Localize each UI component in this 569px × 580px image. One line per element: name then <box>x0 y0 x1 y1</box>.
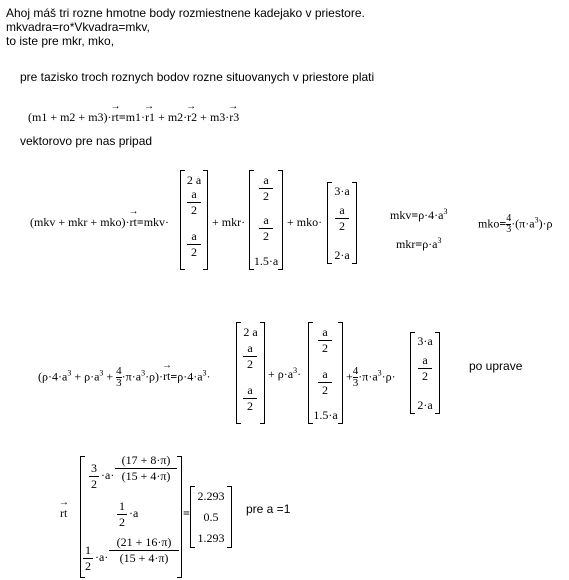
note-pre-a: pre a =1 <box>246 502 291 516</box>
statement-text: pre tazisko troch roznych bodov rozne situovanych v priestore plati <box>20 70 375 84</box>
eq1-rt-vector: → rt <box>112 110 119 125</box>
result-rt: → rt <box>60 506 67 521</box>
eq3-matrix-1: 2 a a 2 a 2 <box>236 322 265 424</box>
intro-line-1: Ahoj máš tri rozne hmotne body rozmiestnene kadejako v priestore. <box>6 6 365 20</box>
eq2-m3-r2: a 2 <box>335 204 349 233</box>
eq2-m1-r1: 2 a <box>186 173 202 187</box>
eq3-matrix-3: 3·a a 2 2·a <box>410 332 440 414</box>
result-value-x: 2.293 <box>197 489 225 503</box>
eq1-term1: m1· <box>125 110 146 124</box>
result-matrix-symbolic: 3 2 ·a· (17 + 8·π) (15 + 4·π) 1 2 ·a 1 2 ·a· (21 + 16·π) (15 + 4·π) <box>80 456 182 578</box>
result-value-y: 0.5 <box>203 510 219 524</box>
eq2-mkv: mkv· <box>143 215 170 229</box>
intro-line-3: to iste pre mkr, mko, <box>6 34 115 48</box>
eq2-matrix-mkv <box>180 170 208 270</box>
eq3-rt-vector: → rt <box>163 369 170 384</box>
eq3-matrix-2: a 2 a 2 1.5·a <box>308 322 343 424</box>
eq3-term2: + $\rho\cdot a^3\cdot$ <box>268 366 302 381</box>
result-value-z: 1.293 <box>197 531 225 545</box>
eq1-term3: + m3· <box>197 110 230 124</box>
eq2-matrix-mko <box>327 182 357 264</box>
eq2-m2-r2: a 2 <box>259 214 273 243</box>
equation-centroid-general <box>28 110 239 125</box>
eq3-term3: + $\frac{4}{3}$ $\cdot\pi\cdot a^3\cdot\rho\cdot$ <box>346 365 396 389</box>
eq2-matrix-mkr <box>249 170 283 270</box>
eq2-lhs: (mkv + mkr + mko)· <box>30 215 130 229</box>
eq2-plus-mko: + mko· <box>287 215 323 229</box>
eq1-equals: = <box>118 110 126 124</box>
eq2-plus-mkr: + mkr· <box>212 215 246 229</box>
eq1-lhs: (m1 + m2 + m3)· <box>28 110 112 124</box>
eq1-r2-vector: → r2 <box>187 110 197 125</box>
result-matrix-numeric <box>190 486 232 548</box>
eq1-r1-vector: → r1 <box>145 110 155 125</box>
eq2-m2-r1: a 2 <box>259 174 273 203</box>
eq2-equals: = <box>136 215 144 229</box>
result-equals: = <box>183 506 190 520</box>
eq2-m3-r1: 3·a <box>334 184 350 198</box>
def-mkr: $mkr=\rho\cdot a^3$ <box>396 236 442 251</box>
eq2-m3-r3: 2·a <box>334 248 350 262</box>
note-po-uprave: po uprave <box>469 359 523 373</box>
eq3-left: ($\rho\cdot 4\cdot a^3 + \rho\cdot a^3$ + $\frac{4}{3}$ $\cdot\pi\cdot a^3\cdot\rho)\cdot\to rt=\rho\cdot 4\cdot a^3\cdot$ <box>38 366 211 389</box>
def-mko: mko= $\frac{4}{3}$ $\cdot(\pi\cdot a^3)\cdot\rho$ <box>478 213 553 235</box>
eq2-m1-r3: a 2 <box>187 230 201 259</box>
eq1-r3-vector: → r3 <box>229 110 239 125</box>
def-mkv: $mkv=\rho\cdot 4\cdot a^3$ <box>390 207 448 222</box>
eq1-term2: + m2· <box>155 110 188 124</box>
intro-line-2: mkvadra=ro*Vkvadra=mkv, <box>6 20 150 34</box>
eq2-m1-r2: a 2 <box>187 188 201 217</box>
eq2-m2-r3: 1.5·a <box>253 254 279 268</box>
eq2-left <box>30 215 169 230</box>
case-label: vektorovo pre nas pripad <box>20 134 153 148</box>
eq2-rt-vector: → rt <box>130 215 137 230</box>
